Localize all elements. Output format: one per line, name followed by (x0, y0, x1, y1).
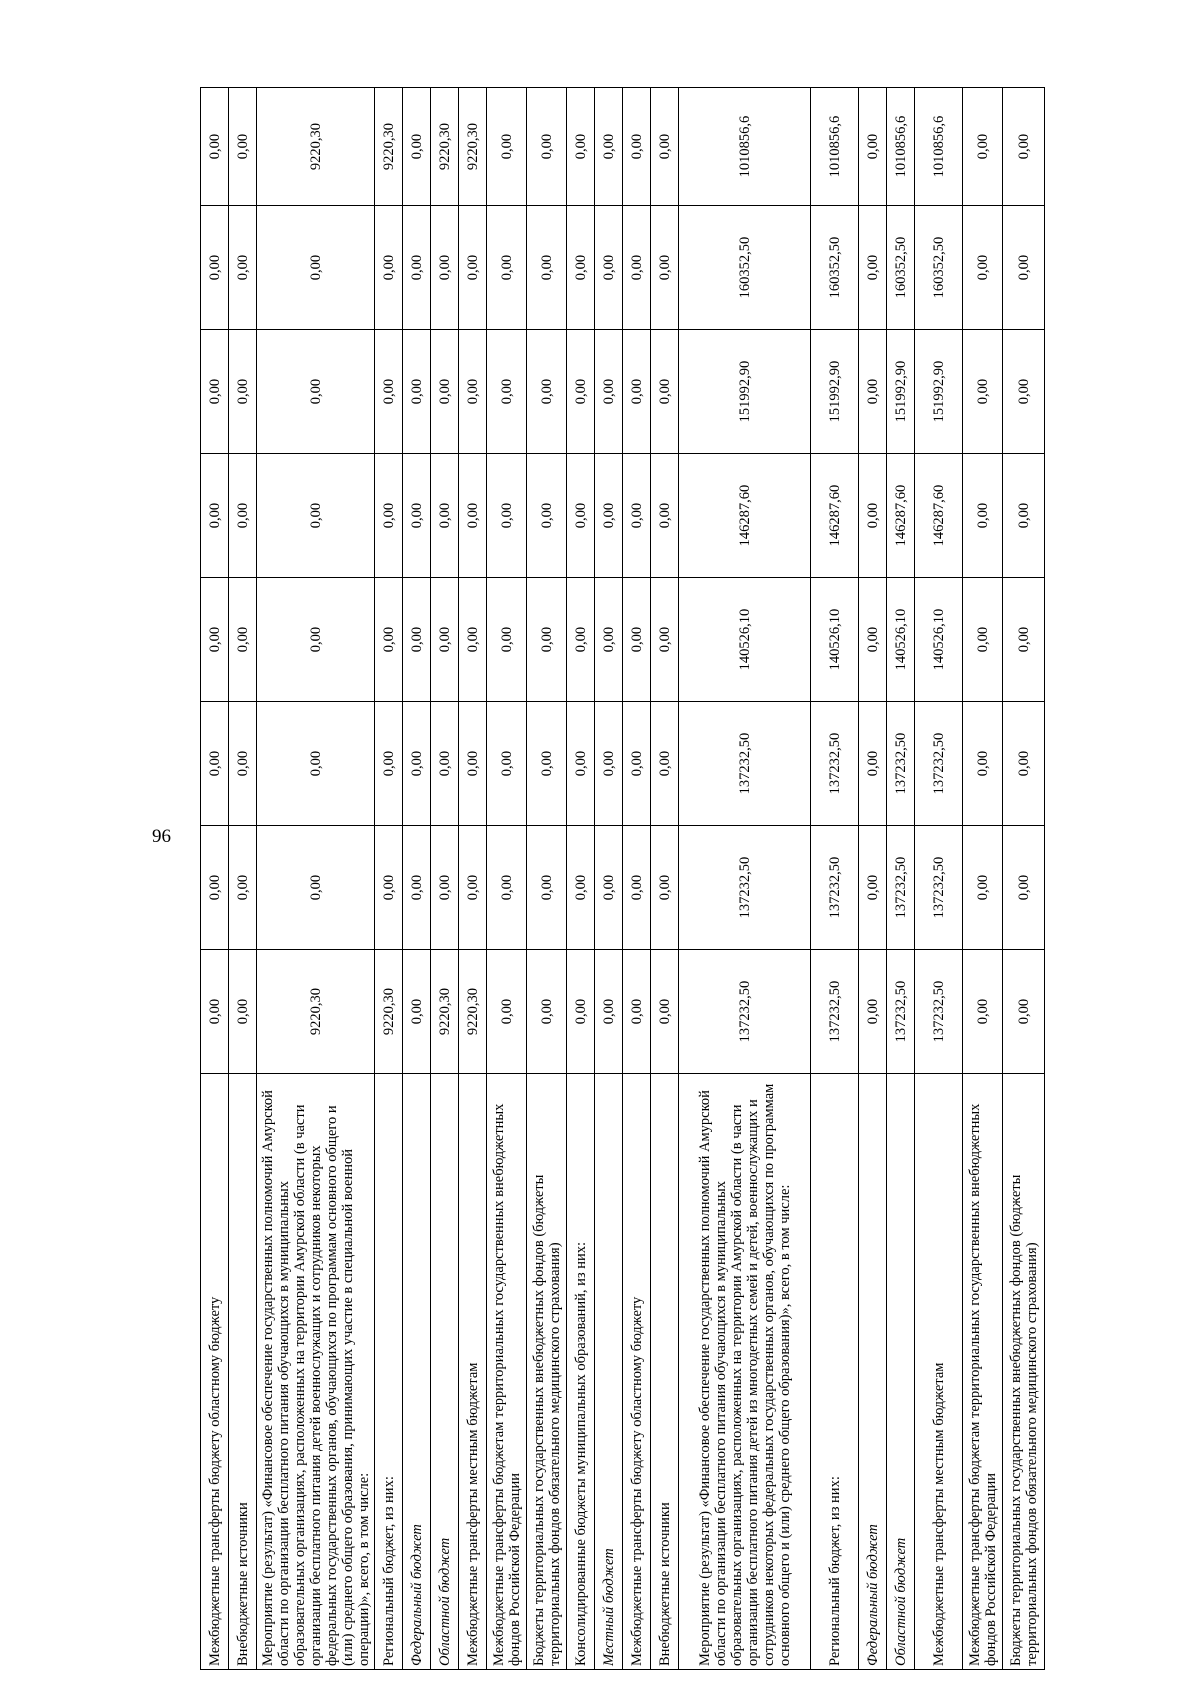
row-value: 0,00 (201, 950, 229, 1074)
row-value: 0,00 (859, 826, 887, 950)
row-value: 0,00 (257, 330, 375, 454)
row-value: 0,00 (623, 330, 651, 454)
row-value: 151992,90 (915, 330, 963, 454)
row-value: 0,00 (459, 330, 487, 454)
row-value: 0,00 (567, 826, 595, 950)
row-value: 0,00 (963, 206, 1003, 330)
row-value: 137232,50 (887, 950, 915, 1074)
row-value: 0,00 (527, 950, 567, 1074)
row-value: 0,00 (567, 206, 595, 330)
row-value: 0,00 (567, 330, 595, 454)
row-value: 0,00 (527, 702, 567, 826)
row-value: 0,00 (651, 330, 679, 454)
row-value: 0,00 (459, 702, 487, 826)
row-value: 160352,50 (915, 206, 963, 330)
row-value: 9220,30 (431, 950, 459, 1074)
row-value: 0,00 (567, 88, 595, 206)
row-value: 0,00 (1003, 578, 1045, 702)
row-label: Бюджеты территориальных государственных внебюджетных фондов (бюджеты территориальных фондов обязательного медицинского страхования) (527, 1074, 567, 1670)
row-value: 0,00 (527, 88, 567, 206)
row-label: Межбюджетные трансферты местным бюджетам (915, 1074, 963, 1670)
row-label: Межбюджетные трансферты бюджетам территориальных государственных внебюджетных фондов Российской Федерации (963, 1074, 1003, 1670)
row-value: 137232,50 (915, 702, 963, 826)
row-value: 1010856,6 (811, 88, 859, 206)
row-value: 0,00 (859, 206, 887, 330)
row-value: 0,00 (403, 88, 431, 206)
row-value: 0,00 (403, 206, 431, 330)
row-value: 151992,90 (811, 330, 859, 454)
row-value: 160352,50 (679, 206, 811, 330)
row-value: 9220,30 (459, 950, 487, 1074)
row-value: 0,00 (229, 454, 257, 578)
row-label: Мероприятие (результат) «Финансовое обеспечение государственных полномочий Амурской области по организации бесплатного питания обучающихся в муниципальных образовательных организациях, расположенных на территории Амурской области (в части организации бесплатного питания детей из многодетных семей и детей, военнослужащих и сотрудников некоторых федеральных государственных органов, обучающихся по программам основного общего и (или) среднего общего образования)», всего, в том числе: (679, 1074, 811, 1670)
row-value: 0,00 (487, 826, 527, 950)
row-label: Межбюджетные трансферты бюджету областному бюджету (201, 1074, 229, 1670)
row-value: 0,00 (459, 578, 487, 702)
row-value: 0,00 (403, 578, 431, 702)
row-value: 0,00 (229, 88, 257, 206)
row-value: 0,00 (487, 702, 527, 826)
row-value: 146287,60 (915, 454, 963, 578)
row-value: 140526,10 (811, 578, 859, 702)
row-value: 0,00 (431, 578, 459, 702)
row-label: Межбюджетные трансферты бюджетам территориальных государственных внебюджетных фондов Российской Федерации (487, 1074, 527, 1670)
row-value: 0,00 (1003, 826, 1045, 950)
row-label: Внебюджетные источники (229, 1074, 257, 1670)
row-value: 0,00 (595, 950, 623, 1074)
row-value: 0,00 (229, 702, 257, 826)
row-value: 0,00 (201, 206, 229, 330)
row-label: Федеральный бюджет (403, 1074, 431, 1670)
table-row (567, 88, 595, 1670)
budget-table (200, 87, 1045, 1670)
row-value: 0,00 (431, 206, 459, 330)
row-value: 0,00 (527, 578, 567, 702)
table-row (887, 88, 915, 1670)
row-value: 0,00 (963, 578, 1003, 702)
row-value: 0,00 (595, 826, 623, 950)
row-value: 0,00 (1003, 88, 1045, 206)
row-value: 140526,10 (887, 578, 915, 702)
row-label: Региональный бюджет, из них: (375, 1074, 403, 1670)
row-value: 0,00 (567, 950, 595, 1074)
row-value: 0,00 (487, 206, 527, 330)
row-value: 0,00 (527, 454, 567, 578)
row-value: 0,00 (567, 578, 595, 702)
row-value: 0,00 (567, 702, 595, 826)
row-label: Консолидированные бюджеты муниципальных образований, из них: (567, 1074, 595, 1670)
row-value: 0,00 (431, 330, 459, 454)
row-value: 137232,50 (679, 702, 811, 826)
rotated-table-container (200, 88, 1126, 1670)
row-value: 137232,50 (679, 950, 811, 1074)
row-value: 0,00 (403, 454, 431, 578)
row-value: 0,00 (487, 578, 527, 702)
table-body (201, 88, 1045, 1670)
row-value: 0,00 (527, 826, 567, 950)
row-label: Федеральный бюджет (859, 1074, 887, 1670)
row-value: 0,00 (431, 454, 459, 578)
table-row (859, 88, 887, 1670)
table-row (403, 88, 431, 1670)
row-value: 0,00 (1003, 702, 1045, 826)
row-value: 0,00 (459, 826, 487, 950)
row-value: 0,00 (859, 88, 887, 206)
row-value: 0,00 (595, 88, 623, 206)
row-value: 0,00 (257, 578, 375, 702)
row-value: 0,00 (229, 206, 257, 330)
row-value: 0,00 (257, 454, 375, 578)
row-value: 0,00 (257, 206, 375, 330)
row-value: 0,00 (963, 950, 1003, 1074)
row-value: 151992,90 (679, 330, 811, 454)
table-row (651, 88, 679, 1670)
row-value: 0,00 (963, 330, 1003, 454)
row-value: 1010856,6 (887, 88, 915, 206)
row-value: 0,00 (651, 206, 679, 330)
row-value: 0,00 (375, 826, 403, 950)
row-value: 0,00 (431, 826, 459, 950)
row-value: 0,00 (651, 950, 679, 1074)
row-value: 0,00 (963, 88, 1003, 206)
row-label: Областной бюджет (887, 1074, 915, 1670)
row-value: 0,00 (859, 702, 887, 826)
row-value: 137232,50 (887, 826, 915, 950)
table-row (679, 88, 811, 1670)
row-value: 9220,30 (257, 950, 375, 1074)
row-value: 137232,50 (915, 950, 963, 1074)
row-value: 0,00 (201, 330, 229, 454)
row-value: 0,00 (567, 454, 595, 578)
table-row (459, 88, 487, 1670)
row-value: 0,00 (229, 330, 257, 454)
row-value: 0,00 (403, 330, 431, 454)
row-label: Мероприятие (результат) «Финансовое обеспечение государственных полномочий Амурской области по организации бесплатного питания обучающихся в муниципальных образовательных организациях, расположенных на территории Амурской области (в части организации бесплатного питания детей военнослужащих и сотрудников некоторых федеральных государственных органов, обучающихся по программам основного общего и (или) среднего общего образования, принимающих участие в специальной военной операции)», всего, в том числе: (257, 1074, 375, 1670)
row-value: 0,00 (375, 330, 403, 454)
row-value: 146287,60 (887, 454, 915, 578)
table-row (375, 88, 403, 1670)
row-value: 0,00 (651, 454, 679, 578)
row-value: 0,00 (623, 702, 651, 826)
row-value: 137232,50 (915, 826, 963, 950)
row-value: 0,00 (527, 206, 567, 330)
table-row (811, 88, 859, 1670)
row-value: 0,00 (963, 826, 1003, 950)
row-value: 137232,50 (811, 702, 859, 826)
row-value: 0,00 (431, 702, 459, 826)
row-label: Межбюджетные трансферты бюджету областному бюджету (623, 1074, 651, 1670)
row-value: 0,00 (487, 88, 527, 206)
table-row (257, 88, 375, 1670)
row-value: 146287,60 (679, 454, 811, 578)
row-label: Бюджеты территориальных государственных внебюджетных фондов (бюджеты территориальных фондов обязательного медицинского страхования) (1003, 1074, 1045, 1670)
row-value: 0,00 (623, 88, 651, 206)
row-value: 0,00 (375, 206, 403, 330)
row-value: 9220,30 (375, 88, 403, 206)
row-value: 0,00 (201, 702, 229, 826)
row-value: 0,00 (459, 454, 487, 578)
row-value: 137232,50 (887, 702, 915, 826)
row-value: 0,00 (623, 950, 651, 1074)
row-value: 0,00 (527, 330, 567, 454)
row-value: 0,00 (859, 330, 887, 454)
table-row (915, 88, 963, 1670)
row-value: 0,00 (651, 826, 679, 950)
table-row (229, 88, 257, 1670)
row-value: 0,00 (623, 826, 651, 950)
row-value: 0,00 (1003, 206, 1045, 330)
row-value: 9220,30 (257, 88, 375, 206)
row-value: 0,00 (403, 702, 431, 826)
row-value: 0,00 (651, 88, 679, 206)
row-value: 160352,50 (887, 206, 915, 330)
row-value: 1010856,6 (915, 88, 963, 206)
row-value: 0,00 (859, 578, 887, 702)
row-value: 0,00 (403, 950, 431, 1074)
row-value: 0,00 (257, 826, 375, 950)
row-value: 146287,60 (811, 454, 859, 578)
row-value: 0,00 (229, 826, 257, 950)
row-value: 0,00 (487, 950, 527, 1074)
row-value: 137232,50 (811, 950, 859, 1074)
row-value: 0,00 (595, 330, 623, 454)
row-value: 0,00 (229, 578, 257, 702)
table-row (487, 88, 527, 1670)
row-value: 0,00 (229, 950, 257, 1074)
row-value: 0,00 (859, 454, 887, 578)
row-value: 0,00 (257, 702, 375, 826)
row-label: Межбюджетные трансферты местным бюджетам (459, 1074, 487, 1670)
row-value: 0,00 (963, 702, 1003, 826)
row-value: 0,00 (375, 578, 403, 702)
row-label: Областной бюджет (431, 1074, 459, 1670)
row-label: Местный бюджет (595, 1074, 623, 1670)
row-value: 9220,30 (459, 88, 487, 206)
row-value: 0,00 (487, 454, 527, 578)
row-value: 137232,50 (679, 826, 811, 950)
row-value: 0,00 (375, 702, 403, 826)
row-value: 0,00 (623, 454, 651, 578)
table-row (527, 88, 567, 1670)
row-value: 0,00 (651, 702, 679, 826)
table-row (963, 88, 1003, 1670)
row-value: 0,00 (201, 826, 229, 950)
row-value: 0,00 (623, 206, 651, 330)
row-label: Внебюджетные источники (651, 1074, 679, 1670)
row-value: 0,00 (651, 578, 679, 702)
row-value: 0,00 (1003, 330, 1045, 454)
row-value: 0,00 (1003, 454, 1045, 578)
table-row (595, 88, 623, 1670)
row-value: 0,00 (859, 950, 887, 1074)
row-value: 0,00 (403, 826, 431, 950)
page-number: 96 (152, 826, 171, 847)
row-value: 0,00 (963, 454, 1003, 578)
row-value: 0,00 (595, 702, 623, 826)
row-value: 0,00 (595, 454, 623, 578)
row-value: 0,00 (1003, 950, 1045, 1074)
row-value: 0,00 (201, 88, 229, 206)
row-value: 0,00 (595, 578, 623, 702)
row-value: 0,00 (623, 578, 651, 702)
row-label: Региональный бюджет, из них: (811, 1074, 859, 1670)
row-value: 0,00 (595, 206, 623, 330)
row-value: 9220,30 (375, 950, 403, 1074)
table-row (1003, 88, 1045, 1670)
row-value: 0,00 (201, 454, 229, 578)
row-value: 0,00 (487, 330, 527, 454)
row-value: 151992,90 (887, 330, 915, 454)
row-value: 9220,30 (431, 88, 459, 206)
row-value: 0,00 (375, 454, 403, 578)
row-value: 140526,10 (679, 578, 811, 702)
row-value: 160352,50 (811, 206, 859, 330)
row-value: 0,00 (459, 206, 487, 330)
table-row (201, 88, 229, 1670)
table-row (431, 88, 459, 1670)
row-value: 1010856,6 (679, 88, 811, 206)
row-value: 137232,50 (811, 826, 859, 950)
row-value: 0,00 (201, 578, 229, 702)
row-value: 140526,10 (915, 578, 963, 702)
table-row (623, 88, 651, 1670)
